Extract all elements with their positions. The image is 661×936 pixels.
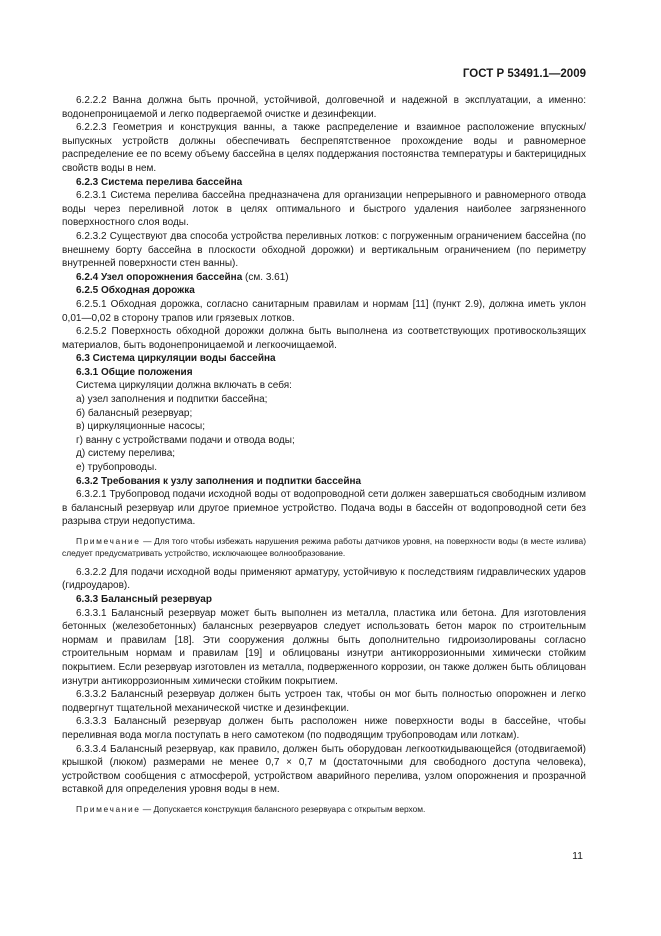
list-item: Система циркуляции должна включать в себя: (76, 380, 292, 392)
clause-paragraph: 6.3.3.3 Балансный резервуар должен быть расположен ниже поверхности воды в бассейне, чтобы переливная вода могла поступать в него самотеком (по подводящим трубопроводам или лоткам). (62, 716, 586, 741)
section-heading-text: 6.2.4 Узел опорожнения бассейна (76, 271, 243, 283)
section-heading (62, 475, 586, 489)
list-item: б) балансный резервуар; (76, 407, 193, 419)
section-heading-text: 6.3.3 Балансный резервуар (76, 594, 212, 605)
clause-paragraph: 6.2.3.1 Система перелива бассейна предназначена для организации непрерывного и равномерного отвода воды через переливной лоток в целях оптимального и быстрого удаления наиболее загрязненного поверхностного слоя воды. (62, 190, 586, 229)
section-heading-text: 6.2.5 Обходная дорожка (76, 285, 195, 297)
clause-paragraph: 6.2.2.2 Ванна должна быть прочной, устойчивой, долговечной и надежной в эксплуатации, а именно: водонепроницаемой и легко подвергаемой очистке и дезинфекции. (62, 95, 586, 120)
section-heading (62, 366, 586, 380)
note-label: Примечание (76, 536, 141, 546)
clause-paragraph: 6.2.5.2 Поверхность обходной дорожки должна быть выполнена из соответствующих противоскользящих материалов, быть водонепроницаемой и легкоочищаемой. (62, 326, 586, 351)
document-body (62, 94, 586, 821)
section-heading-text: 6.2.3 Система перелива бассейна (76, 176, 243, 188)
note-paragraph (62, 803, 586, 815)
list-item: д) систему перелива; (76, 448, 176, 460)
section-heading-text: 6.3 Система циркуляции воды бассейна (76, 353, 276, 365)
note-label: Примечание (76, 803, 141, 814)
section-heading-reference: (см. 3.61) (242, 271, 289, 283)
clause-paragraph: 6.2.3.2 Существуют два способа устройства переливных лотков: с погруженным ограничением бассейна (по внешнему борту бассейна в плоскости обходной дорожки) и вертикальным ограничением (по периметру внутренней поверхности стен ванны). (62, 230, 586, 270)
section-heading (62, 593, 586, 607)
section-heading (62, 176, 586, 190)
clause-paragraph: 6.3.2.1 Трубопровод подачи исходной воды от водопроводной сети должен завершаться свободным изливом в балансный резервуар или другое приемное устройство. Подача воды в бассейн от водопроводной сети без разрыва струи недопустима. (62, 489, 586, 528)
clause-paragraph: 6.2.5.1 Обходная дорожка, согласно санитарным правилам и нормам [11] (пункт 2.9), должна иметь уклон 0,01—0,02 в сторону трапов или грязевых лотков. (62, 298, 586, 324)
clause-paragraph: 6.3.3.1 Балансный резервуар может быть выполнен из металла, пластика или бетона. Для изготовления бетонных (железобетонных) балансных резервуаров следует использовать бетон марок по строительным нормам и правилам [18]. Эти сооружения должны быть дополнительно гидроизолированы согласно строительным нормам и правилам [19] и облицованы изнутри антикоррозионными химически стойким покрытием. Если резервуар изготовлен из металла, подверженного коррозии, он также должен быть облицован изнутри антикоррозионным химически стойким покрытием. (62, 607, 586, 687)
clause-paragraph: 6.3.2.2 Для подачи исходной воды применяют арматуру, устойчивую к последствиям гидравлических ударов (гидроударов). (62, 566, 586, 592)
note-text: — Для того чтобы избежать нарушения режима работы датчиков уровня, на поверхности воды (в месте излива) следует предусматривать устройство, исключающее волнообразование. (62, 536, 586, 559)
list-item: е) трубопроводы. (76, 462, 157, 474)
page-number: 11 (572, 850, 583, 862)
section-heading-text: 6.3.1 Общие положения (76, 366, 193, 378)
clause-paragraph: 6.3.3.2 Балансный резервуар должен быть устроен так, чтобы он мог быть полностью опорожнен и легко подвергнут тщательной механической чистке и дезинфекции. (62, 689, 586, 714)
note-text: — Допускается конструкция балансного резервуара с открытым верхом. (140, 803, 426, 814)
note-paragraph (62, 535, 586, 560)
section-heading (62, 284, 586, 298)
clause-paragraph: 6.2.2.3 Геометрия и конструкция ванны, а также распределение и взаимное расположение впускных/выпускных устройств должны обеспечивать беспрепятственное прохождение воды и равномерное распределение ее по всему объему бассейна в целях поддержания постоянства температуры и бактерицидных свойств воды в нем. (62, 122, 586, 174)
list-item: в) циркуляционные насосы; (76, 421, 205, 433)
section-heading (62, 271, 586, 285)
clause-paragraph: 6.3.3.4 Балансный резервуар, как правило, должен быть оборудован легкооткидывающейся (отодвигаемой) крышкой (люком) размерами не менее 0,7 × 0,7 м (достаточными для свободного доступа человека), устройством сообщения с атмосферой, устройством аварийного перелива, узлом опорожнения и прозрачной вставкой для определения уровня воды в нем. (62, 743, 586, 796)
list-item: г) ванну с устройствами подачи и отвода воды; (76, 434, 295, 446)
section-heading-text: 6.3.2 Требования к узлу заполнения и подпитки бассейна (76, 475, 362, 487)
list-item: а) узел заполнения и подпитки бассейна; (76, 394, 268, 406)
section-heading (62, 352, 586, 366)
standard-code-header: ГОСТ Р 53491.1—2009 (462, 68, 586, 80)
